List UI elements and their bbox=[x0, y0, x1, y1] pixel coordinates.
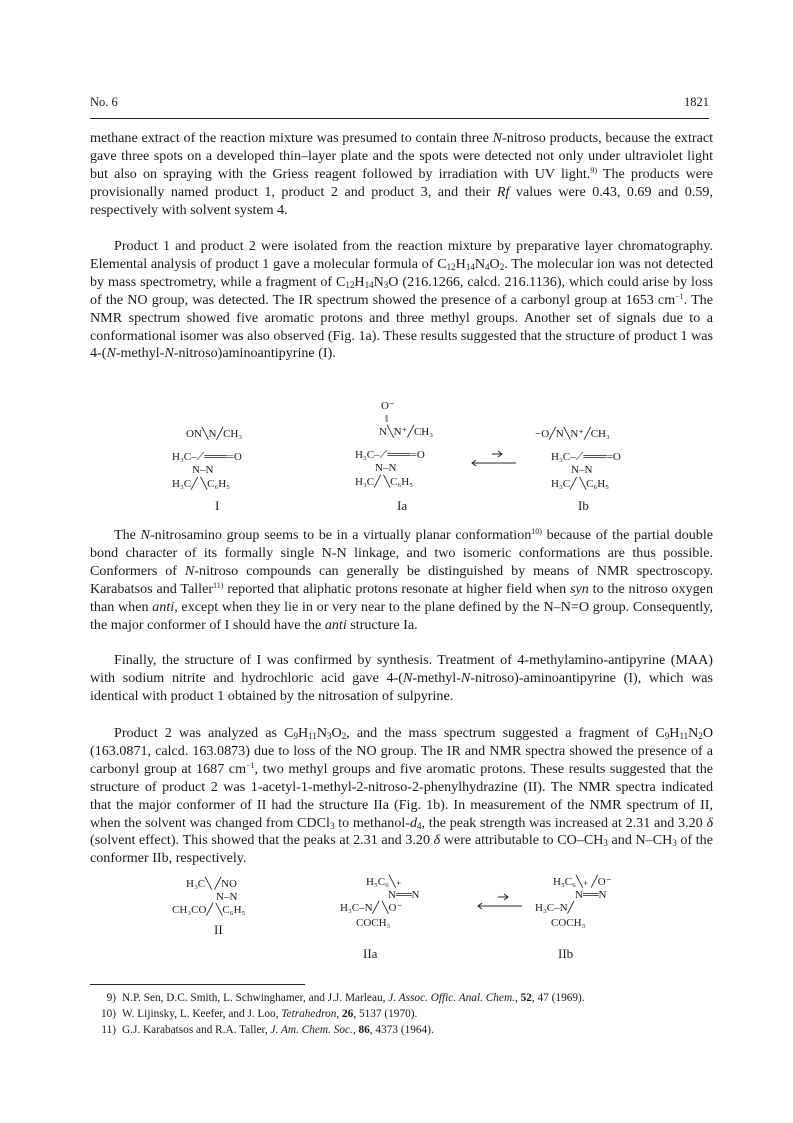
text-run: , the peak strength was increased at 2.31 and 3.20 bbox=[421, 814, 707, 831]
page-number: 1821 bbox=[684, 95, 709, 109]
structure-line: H₅C₆╲₊ bbox=[366, 876, 402, 888]
italic-n: N bbox=[106, 345, 116, 362]
text-run: to methanol- bbox=[334, 814, 410, 831]
text-run: H bbox=[669, 725, 680, 741]
structure-line: COCH₃ bbox=[551, 917, 586, 929]
subscript: 11 bbox=[679, 731, 689, 741]
subscript: 11 bbox=[308, 731, 317, 741]
text-run: (163.0871, calcd. 163.0873) due to loss of the NO group. The IR and NMR spectra showed the presence of a carbonyl group at 1687 cm bbox=[90, 742, 713, 777]
text-run: N bbox=[474, 255, 486, 272]
structure-line: ON╲N╱CH₃ bbox=[186, 428, 243, 440]
italic-delta: δ bbox=[706, 814, 714, 831]
italic-syn: syn bbox=[570, 580, 589, 597]
footnote-journal: J. Am. Chem. Soc. bbox=[270, 1024, 353, 1036]
text-run: -nitrosamino group seems to be in a virtually planar conformation bbox=[149, 527, 532, 543]
structure-line: H₃C–N╱ ╲O⁻ bbox=[340, 902, 403, 914]
subscript: 2 bbox=[698, 731, 703, 741]
text-run: and N–CH bbox=[607, 832, 673, 849]
structure-label-Ia: Ia bbox=[397, 498, 408, 513]
subscript: 4 bbox=[485, 261, 490, 272]
structure-label-I: I bbox=[215, 498, 220, 513]
italic-n: N bbox=[184, 562, 195, 579]
structure-I bbox=[172, 428, 242, 491]
italic-n: N bbox=[140, 527, 150, 543]
footnote-pages: , 47 (1969). bbox=[531, 992, 585, 1004]
structure-line: H₃C╲ ╱NO bbox=[186, 878, 237, 890]
italic-rf: Rf bbox=[496, 183, 510, 200]
structure-line: N══N bbox=[575, 889, 607, 901]
subscript: 14 bbox=[465, 261, 475, 272]
ref-superscript: 9) bbox=[590, 165, 597, 175]
text-run: structure Ia. bbox=[346, 616, 418, 633]
equilibrium-arrow-icon bbox=[470, 450, 520, 468]
subscript: 9 bbox=[664, 731, 670, 741]
structure-IIa bbox=[340, 876, 419, 930]
ref-superscript: 10) bbox=[531, 527, 542, 536]
ref-superscript: 11) bbox=[213, 580, 224, 590]
text-run: O bbox=[331, 725, 342, 741]
structure-line: H₃C╱ ╲C₆H₅ bbox=[355, 476, 414, 488]
subscript: 4 bbox=[417, 820, 422, 831]
italic-n: N bbox=[492, 130, 503, 146]
header-rule bbox=[90, 118, 709, 119]
text-run: to the nitroso oxygen than when bbox=[90, 580, 713, 615]
structure-line: COCH₃ bbox=[356, 917, 391, 929]
text-run: O bbox=[489, 255, 500, 272]
text-run: (216.1266, calcd. 216.1136), which could arise by loss of the NO group, was detected. The IR spectrum showed the presence of a carbonyl group at 1653 cm bbox=[90, 273, 713, 308]
paragraph-3 bbox=[90, 527, 713, 634]
text-run: N bbox=[373, 273, 384, 290]
footnote-volume: 86 bbox=[358, 1024, 370, 1036]
structure-line: H₅C₆╲₊ ╱O⁻ bbox=[553, 876, 612, 888]
structure-line: O⁻ bbox=[381, 400, 395, 412]
structure-label-Ib: Ib bbox=[578, 498, 589, 513]
subscript: 14 bbox=[364, 279, 374, 290]
paragraph-1 bbox=[90, 130, 713, 220]
italic-delta: δ bbox=[433, 832, 441, 849]
footnote-journal: J. Assoc. Offic. Anal. Chem. bbox=[388, 992, 515, 1004]
equilibrium-arrow bbox=[470, 450, 520, 471]
text-run: -nitroso)-aminoantipyrine (I), which was identical with product 1 obtained by the nitrosation of sulpyrine. bbox=[90, 669, 713, 704]
text-run: values were 0.43, 0.69 and 0.59, respectively with solvent system 4. bbox=[90, 183, 713, 218]
structure-line: N–N bbox=[192, 464, 214, 476]
structure-label-II: II bbox=[214, 922, 223, 937]
structure-Ib bbox=[535, 428, 621, 491]
text-run: (solvent effect). This showed that the peaks at 2.31 and 3.20 bbox=[90, 832, 434, 849]
text-run: -methyl- bbox=[115, 345, 165, 362]
italic-anti: anti bbox=[324, 616, 347, 633]
text-run: N bbox=[316, 725, 328, 741]
subscript: 3 bbox=[327, 731, 332, 741]
footnote-journal: Tetrahedron bbox=[281, 1008, 337, 1020]
subscript: 3 bbox=[383, 279, 389, 290]
italic-anti: anti bbox=[152, 598, 175, 615]
text-run: because of the partial double bond character of its formally single N-N linkage, and two isomeric conformations are thus possible. Conformers of bbox=[90, 527, 714, 579]
text-run: O bbox=[702, 725, 713, 741]
structure-line: H₃C╱ ╲C₆H₅ bbox=[551, 478, 610, 490]
exponent: −1 bbox=[675, 291, 684, 301]
text-run: O bbox=[388, 273, 399, 290]
subscript: 9 bbox=[293, 731, 298, 741]
text-run: reported that aliphatic protons resonate at higher field when bbox=[223, 580, 571, 597]
structure-Ia bbox=[355, 400, 433, 489]
subscript: 3 bbox=[672, 838, 677, 849]
structure-line: H₃C–⟋═══=O bbox=[355, 449, 425, 461]
text-run: Product 2 was analyzed as C bbox=[114, 725, 294, 741]
structure-line: CH₃CO╱ ╲C₆H₅ bbox=[172, 904, 246, 916]
text-run: H bbox=[455, 255, 466, 272]
paragraph-5 bbox=[90, 725, 713, 868]
text-run: -nitroso)aminoantipyrine (I). bbox=[173, 345, 336, 362]
structure-line: −O╱N╲N⁺╱CH₃ bbox=[535, 428, 610, 440]
text-run: The products were provisionally named product 1, product 2 and product 3, and their bbox=[90, 165, 713, 200]
subscript: 12 bbox=[446, 261, 456, 272]
footnote-authors: N.P. Sen, D.C. Smith, L. Schwinghamer, and J.J. Marleau, bbox=[122, 992, 389, 1004]
paragraph-2 bbox=[90, 238, 713, 363]
footnote-authors: G.J. Karabatsos and R.A. Taller, bbox=[122, 1024, 271, 1036]
footnote-pages: , 5137 (1970). bbox=[353, 1008, 418, 1020]
equilibrium-arrow-2 bbox=[476, 893, 526, 915]
structure-line: ‖ bbox=[385, 413, 389, 425]
footnote-number: 10) bbox=[100, 1008, 116, 1020]
text-run: of the conformer IIb, respectively. bbox=[90, 832, 713, 867]
footnote-number: 9) bbox=[106, 992, 116, 1004]
text-run: Product 1 and product 2 were isolated from the reaction mixture by preparative layer chromatography. Elemental analysis of product 1 gave a molecular formula of C bbox=[90, 238, 713, 272]
footnote-volume: 52 bbox=[520, 992, 532, 1004]
text-run: -nitroso compounds can generally be distinguished by means of NMR spectroscopy. Karabatsos and Taller bbox=[90, 562, 713, 597]
text-run: methane extract of the reaction mixture was presumed to contain three bbox=[90, 130, 493, 146]
text-run: , two methyl groups and five aromatic protons. These results suggested that the structure of product 2 was 1-acetyl-1-methyl-2-nitroso-2-phenylhydrazine (II). The NMR spectra indicated that the major conformer of II had the structure IIa (Fig. 1b). In measurement of the NMR spectrum of II, when the solvent was changed from CDCl bbox=[90, 760, 713, 831]
structure-line: H₃C–⟋═══=O bbox=[551, 451, 621, 463]
italic-n: N bbox=[460, 669, 471, 686]
subscript: 2 bbox=[341, 731, 347, 741]
footnote-volume: 26 bbox=[342, 1008, 354, 1020]
text-run: N bbox=[688, 725, 699, 741]
structure-label-IIa: IIa bbox=[363, 946, 378, 961]
text-run: The bbox=[114, 527, 141, 543]
text-run: Finally, the structure of I was confirmed by synthesis. Treatment of 4-methylamino-antipyrine (MAA) with sodium nitrite and hydrochloric acid gave 4-( bbox=[90, 652, 713, 686]
italic-d: d bbox=[409, 814, 418, 831]
paragraph-4 bbox=[90, 652, 713, 706]
text-run: , except when they lie in or very near to the plane defined by the N–N=O group. Consequently, the major conformer of I should have the bbox=[90, 598, 713, 633]
structure-line: N–N bbox=[375, 462, 397, 474]
subscript: 3 bbox=[329, 820, 335, 831]
structure-line: N╲N⁺╱CH₃ bbox=[379, 426, 434, 438]
structure-IIb bbox=[535, 876, 612, 930]
subscript: 2 bbox=[499, 261, 505, 272]
structure-line: N–N bbox=[216, 891, 238, 903]
structure-II bbox=[172, 878, 245, 917]
structure-line: N–N bbox=[571, 464, 593, 476]
footnote-number: 11) bbox=[101, 1024, 116, 1036]
subscript: 3 bbox=[603, 838, 608, 849]
issue-number: No. 6 bbox=[90, 95, 118, 109]
equilibrium-arrow-icon bbox=[476, 893, 526, 911]
text-run: . The molecular ion was not detected by mass spectrometry, while a fragment of C bbox=[90, 255, 713, 290]
text-run: H bbox=[354, 273, 365, 290]
structure-line: N══N bbox=[388, 889, 420, 901]
footnote-pages: , 4373 (1964). bbox=[369, 1024, 434, 1036]
italic-n: N bbox=[164, 345, 174, 362]
text-run: were attributable to CO–CH bbox=[440, 832, 604, 849]
structure-line: H₃C–N╱ bbox=[535, 902, 575, 914]
footnote-authors: W. Lijinsky, L. Keefer, and J. Loo, bbox=[122, 1008, 282, 1020]
structure-line: H₃C–⟋═══=O bbox=[172, 451, 242, 463]
text-run: , and the mass spectrum suggested a fragment of C bbox=[346, 725, 665, 741]
exponent: −1 bbox=[246, 760, 255, 770]
structure-label-IIb: IIb bbox=[558, 946, 574, 961]
footnote-9: 9) N.P. Sen, D.C. Smith, L. Schwinghamer, and J.J. Marleau, J. Assoc. Offic. Anal. Chem., 52, 47 (1969). bbox=[90, 990, 730, 1006]
text-run: . The NMR spectrum showed five aromatic protons and three methyl groups. Another set of signals due to a conformational isomer was also observed (Fig. 1a). These results suggested that the structure of product 1 was 4-( bbox=[90, 291, 713, 362]
text-run: -methyl- bbox=[412, 669, 461, 686]
text-run: -nitroso products, because the extract gave three spots on a developed thin–layer plate and the spots were detected not only under ultraviolet light but also on spraying with the Griess reagent followed by irradiation with UV light. bbox=[90, 130, 713, 182]
structure-line: H₃C╱ ╲C₆H₅ bbox=[172, 478, 231, 490]
italic-n: N bbox=[402, 669, 413, 686]
subscript: 12 bbox=[345, 279, 355, 290]
text-run: H bbox=[297, 725, 309, 741]
footnote-10: 10) W. Lijinsky, L. Keefer, and J. Loo, Tetrahedron, 26, 5137 (1970). bbox=[90, 1006, 730, 1022]
footnote-rule bbox=[90, 984, 305, 985]
footnote-11: 11) G.J. Karabatsos and R.A. Taller, J. Am. Chem. Soc., 86, 4373 (1964). bbox=[90, 1022, 730, 1038]
